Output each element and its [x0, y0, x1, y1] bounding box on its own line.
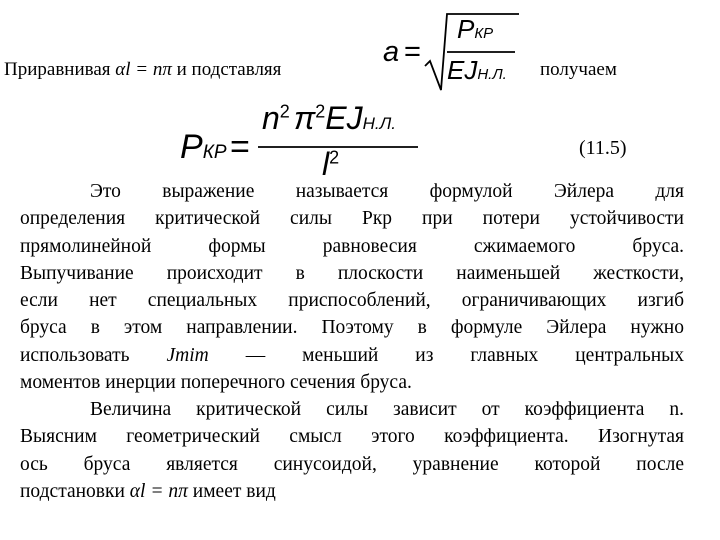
- formula-p-pi-exp: 2: [315, 101, 326, 122]
- text-line: ось бруса является синусоидой, уравнение которой после: [20, 453, 684, 475]
- formula-p-numerator: [262, 100, 396, 137]
- formula-a-den-sub: Н.Л.: [477, 66, 507, 83]
- formula-a-num-sub: КР: [474, 25, 494, 42]
- text-line: определения критической силы Ркр при потери устойчивости: [20, 208, 684, 230]
- intro-suffix: и подставляя: [171, 59, 282, 80]
- text-line: использовать Jmim — меньший из главных центральных: [20, 344, 684, 366]
- jmin-symbol: Jmim: [166, 344, 209, 366]
- formula-p-ej: EJ: [325, 100, 363, 136]
- text-line: моментов инерции поперечного сечения бруса.: [20, 372, 412, 394]
- text-line: если нет специальных приспособлений, ограничивающих изгиб: [20, 290, 684, 312]
- paragraph-euler: [20, 178, 684, 396]
- formula-a-num: [457, 14, 493, 45]
- substitution-condition: αl = nπ: [129, 480, 188, 502]
- intro-prefix: Приравнивая: [4, 59, 116, 80]
- formula-a-lhs: a: [383, 36, 400, 68]
- formula-p-pi: π: [293, 100, 316, 136]
- formula-p-equals: =: [230, 128, 250, 166]
- formula-a-den: [447, 55, 507, 86]
- intro-text: [4, 59, 281, 81]
- text-line: подстановки αl = nπ имеет вид: [20, 480, 276, 502]
- formula-a-den-main: EJ: [447, 55, 478, 85]
- formula-p-n-exp: 2: [279, 101, 290, 122]
- equation-number: (11.5): [579, 137, 627, 159]
- formula-p-lhs: [180, 128, 227, 167]
- intro-after: получаем: [540, 59, 617, 80]
- text-line: Величина критической силы зависит от коэффициента n.: [90, 399, 684, 420]
- formula-a-equals: =: [404, 36, 421, 68]
- paragraph-coefficient: [20, 396, 684, 505]
- text-line: Выпучивание происходит в плоскости наименьшей жесткости,: [20, 262, 684, 284]
- text-line: бруса в этом направлении. Поэтому в формуле Эйлера нужно: [20, 317, 684, 339]
- text-line: Это выражение называется формулой Эйлера для: [90, 181, 684, 202]
- formula-p-lhs-main: P: [180, 128, 203, 166]
- formula-p-lhs-sub: КР: [202, 142, 227, 163]
- formula-a-num-main: P: [457, 14, 475, 44]
- text-line: Выясним геометрический смысл этого коэффициента. Изогнутая: [20, 426, 684, 448]
- text-line: прямолинейной формы равновесия сжимаемого бруса.: [20, 235, 684, 257]
- formula-p-ej-sub: Н.Л.: [362, 114, 396, 133]
- formula-p-l-exp: 2: [329, 147, 340, 168]
- formula-p-n: n: [262, 100, 280, 136]
- formula-p-l: l: [322, 146, 330, 182]
- intro-condition: αl = nπ: [115, 59, 172, 80]
